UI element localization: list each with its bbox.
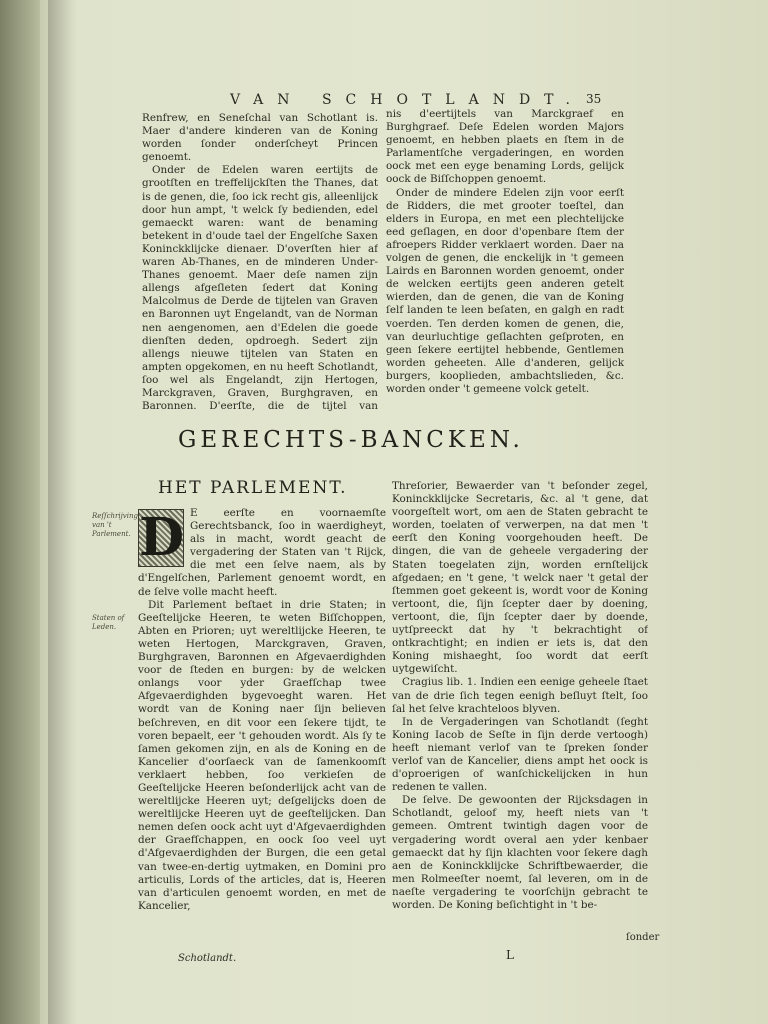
paragraph: Onder de mindere Edelen zijn voor eerſt de Ridders, die met grooter toeſtel, dan elders in Europa, en met een plechtelijcke eed geſlagen, en door d'openbare ſtem der afroepers Ridder verklaert worden. Daer na volgen de genen, die enckelijk in 't gemeen Lairds en Baronnen worden genoemt, onder de welcken eertijts geen anderen getelt wierden, dan de genen, die van de Koning ſelf landen te leen beſaten, en galgh en radt voerden. Ten derden komen de genen, die, van deurluchtige geſlachten geſproten, en geen ſekere eertijtel hebbende, Gentlemen worden geheeten. Alle d'anderen, gelijck burgers, kooplieden, ambachtslieden, &c. worden onder 't gemeene volck getelt. [386,186,624,395]
paragraph: Threſorier, Bewaerder van 't beſonder zegel, Koninckklijcke Secretaris, &c. al 't gene, dat voorgeſtelt wort, om aen de Staten gebracht te worden, toelaten of verwerpen, na dat men 't eerſt den Koning voorgehouden heeft. De dingen, die van de geheele vergadering der Staten toegelaten zijn, worden ernſtelijck afgedaen; en 't gene, 't welck naer 't getal der ſtemmen goet gekeent is, wordt voor de Koning vertoont, die, ſijn ſcepter daer by doening, vertoont, die, ſijn ſcepter daer by doende, uytſpreeckt dat hy 't bekrachtight of ontkrachtight; en indien er iets is, dat den Koning mishaeght, ſoo wordt dat eerſt uytgewiſcht. [392,480,648,676]
margin-note: Staten of Leden. [92,614,125,631]
paragraph: In de Vergaderingen van Schotlandt (ſeght Koning Iacob de Seſte in ſijn derde vertoogh) heeft niemant verlof van te ſpreken ſonder verlof van de Kancelier, diens ampt het oock is d'oproerigen of wanſchickelijcken in hun redenen te vallen. [392,715,648,794]
page-gutter-shadow [48,0,78,1024]
running-title: VAN SCHOTLANDT. [230,92,584,108]
paragraph: E eerſte en voornaemſte Gerechtsbanck, ſoo in waerdigheyt, als in macht, wordt geacht de vergadering der Staten van 't Rijck, die met een ſelve naem, als by d'Engelſchen, Parlement genoemt wordt, en de ſelve volle macht heeft. [138,507,386,598]
top-left-column [142,112,378,412]
paragraph: Renfrew, en Seneſchal van Schotlant is. Maer d'andere kinderen van de Koning worden ſonder onderſcheyt Princen genoemt. [142,112,378,164]
section-heading: GERECHTS-BANCKEN. [178,427,524,453]
paragraph: Onder de Edelen waren eertijts de grootſten en treffelijckſten the Thanes, dat is de genen, die, ſoo ick recht gis, alleenlijck door hun ampt, 't welck ſy bedienden, edel gemaeckt waren: want de benaming betekent in d'oude tael der Engelſche Saxen Koninckklijcke dienaer. D'overſten hier af waren Ab-Thanes, en de minderen Under-Thanes genoemt. Maer deſe namen zijn allengs afgeſleten ſedert dat Koning Malcolmus de Derde de tijtelen van Graven en Baronnen uyt Engelandt, van de Norman nen aengenomen, aen d'Edelen die goede dienſten deden, opdroegh. Sedert zijn allengs nieuwe tijtelen van Staten en ampten opgekomen, en nu heeft Schotlandt, ſoo wel als Engelandt, zijn Hertogen, Marckgraven, Graven, Burghgraven, en Baronnen. D'eerſte, die de tijtel van [142,164,378,412]
page-number: 35 [586,92,602,106]
margin-note: Reſſchrijving van 't Parlement. [92,512,138,538]
paragraph: Cragius lib. 1. Indien een eenige geheele ſtaet van de drie ſich tegen eenigh beſluyt ſtelt, ſoo ſal het ſelve krachteloos blyven. [392,676,648,715]
decorated-initial: D [139,507,185,568]
paragraph: De ſelve. De gewoonten der Rijcksdagen in Schotlandt, geloof my, heeft niets van 't gemeen. Omtrent twintigh dagen voor de vergadering wordt overal aen yder kenbaer gemaeckt dat hy ſijn klachten voor ſekere dagh aen de Koninckklijcke Schriftbewaerder, die men Rolmeeſter noemt, ſal leveren, om in de naeſte vergadering te voorſchijn gebracht te worden. De Koning beſichtight in 't be- [392,794,648,911]
top-right-column [386,108,624,398]
paragraph: nis d'eertijtels van Marckgraef en Burghgraef. Deſe Edelen worden Majors genoemt, en hebben plaets en ſtem in de Parlamentſche vergaderingen, en worden oock met een eyge benaming Lords, gelijck oock de Biſſchoppen genoemt. [386,108,624,186]
bottom-left-column [138,507,386,957]
catchword-right: ſonder [626,932,660,943]
paragraph: Dit Parlement beſtaet in drie Staten; in Geeſtelijcke Heeren, te weten Biſſchoppen, Abten en Prioren; uyt wereltlijcke Heeren, te weten Hertogen, Marckgraven, Graven, Burghgraven, Baronnen en Afgevaerdighden voor de ſteden en burgen: by de welcken onlangs voor yder Graefſchap twee Afgevaerdighden bygevoeght waren. Het wordt van de Koning naer ſijn believen beſchreven, en dit voor een ſekere tijdt, te voren bepaelt, eer 't gehouden wordt. Als ſy te ſamen gekomen zijn, en als de Koning en de Kancelier d'oorſaeck van de ſamenkoomſt verklaert hebben, ſoo verkieſen de Geeſtelijcke Heeren beſonderlijck acht van de wereltlijcke Heeren uyt; deſgelijcks doen de wereltlijcke Heeren uyt de geeſtelijcken. Dan nemen deſen oock acht uyt d'Afgevaerdighden der Graefſchappen, en oock ſoo veel uyt d'Afgevaerdighden der Burgen, die een getal van twee-en-dertig uytmaken, en Domini pro articulis, Lords of the articles, dat is, Heeren van d'articulen genoemt worden, en met de Kancelier, [138,598,386,912]
signature-mark: L [506,948,514,962]
catchword-left: Schotlandt. [178,953,237,964]
bottom-right-column [392,480,648,950]
subsection-heading: HET PARLEMENT. [158,478,348,498]
